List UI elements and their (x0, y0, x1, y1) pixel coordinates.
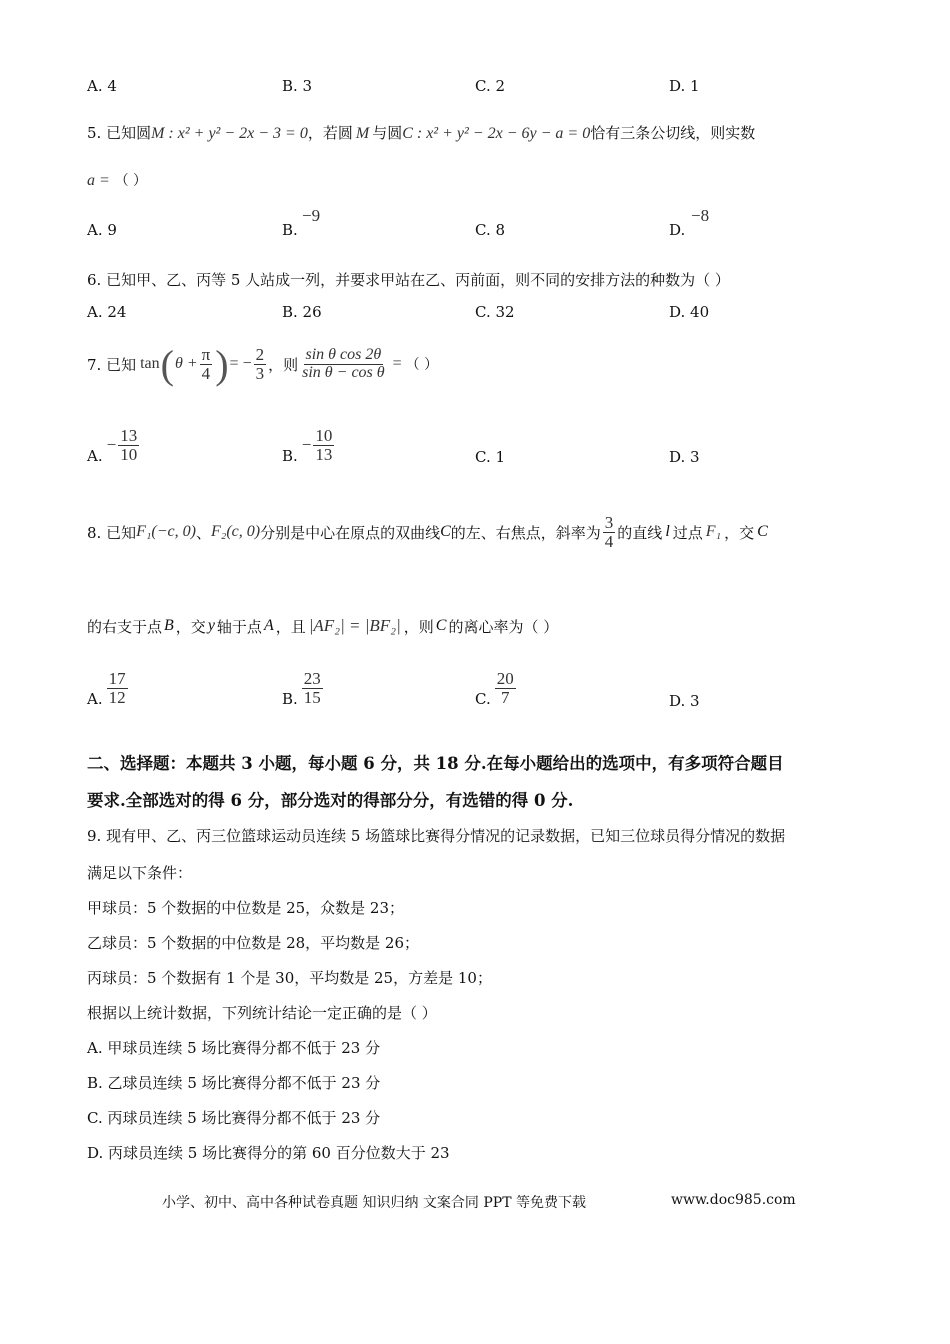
q4-option-d: D. 1 (669, 77, 700, 95)
q7-option-a: A. − $\frac{13}{10}$ (87, 425, 138, 465)
q9-option-b: B. 乙球员连续 5 场比赛得分都不低于 23 分 (87, 1074, 381, 1092)
q7-option-b: B. − $\frac{10}{13}$ (282, 425, 333, 465)
q5-a-equals: a = (87, 172, 110, 189)
q5-line1 (87, 122, 755, 143)
q7-prefix: 7. 已知 (87, 355, 137, 374)
q5-option-d-value: −8 (691, 206, 710, 225)
q8-b-symbol: B (164, 617, 174, 634)
q8-f1: F₁(−c, 0) (136, 523, 196, 540)
q9-option-d: D. 丙球员连续 5 场比赛得分的第 60 百分位数大于 23 (87, 1144, 450, 1162)
q8-abs-equation: |AF₂| = |BF₂| (308, 616, 401, 635)
q7-line: 7. 已知 tan ( θ + $\frac{\pi}{4}$ ) = − $\frac{2}{3}$ ，则 $\frac{\text{sin θ cos 2θ}}{\text{sin θ − cos θ}}$ = （ ） (87, 341, 439, 387)
q8-text1: 分别是中心在原点的双曲线 (260, 523, 441, 542)
q8-text2: 的左、右焦点，斜率为 (450, 523, 601, 542)
q8-f1-point: F₁ (705, 523, 722, 540)
q8-option-a: A. $\frac{17}{12}$ (87, 668, 126, 708)
q7-tan: tan (140, 355, 160, 372)
q5-circle-c: C : x² + y² − 2x − 6y − a = 0 (402, 125, 591, 142)
q5-prefix: 5. 已知圆 (87, 124, 152, 142)
q9-condition-3: 丙球员：5 个数据有 1 个是 30，平均数是 25，方差是 10； (87, 969, 492, 987)
q5-paren: （ ） (114, 173, 148, 189)
q8-c-symbol-2: C (757, 523, 768, 540)
q9-option-c: C. 丙球员连续 5 场比赛得分都不低于 23 分 (87, 1109, 381, 1127)
footer-text: 小学、初中、高中各种试卷真题 知识归纳 文案合同 PPT 等免费下载 (162, 1195, 586, 1211)
q8-text4: 过点 (672, 523, 703, 542)
q6-text: 6. 已知甲、乙、丙等 5 人站成一列，并要求甲站在乙、丙前面，则不同的安排方法的种数为（ ） (87, 271, 730, 289)
q8-y-symbol: y (207, 617, 215, 634)
q5-option-c: C. 8 (475, 221, 506, 239)
q7-two-thirds: $\frac{2}{3}$ (255, 344, 265, 383)
q7-eq-minus: = − (229, 355, 252, 372)
q7-pi-over-4: $\frac{\pi}{4}$ (201, 344, 211, 383)
q8-line1 (87, 505, 768, 559)
q8-text3: 的直线 (617, 523, 663, 542)
q8-line2f: 的离心率为（ ） (448, 617, 559, 636)
q8-option-c: C. $\frac{20}{7}$ (475, 668, 514, 708)
q5-mid2: 与圆 (372, 124, 403, 142)
q8-c-symbol: C (440, 523, 451, 540)
q7-option-d: D. 3 (669, 448, 700, 466)
q6-option-c: C. 32 (475, 303, 515, 321)
q8-line2d: ，且 (275, 617, 306, 636)
q8-line2e: ，则 (403, 617, 434, 636)
section-2-line1: 二、选择题：本题共 3 小题，每小题 6 分，共 18 分.在每小题给出的选项中，有多项符合题目 (87, 754, 784, 773)
q9-condition-1: 甲球员：5 个数据的中位数是 25，众数是 23； (87, 899, 405, 917)
q9-line2: 满足以下条件： (87, 864, 193, 882)
q8-a-symbol: A (263, 617, 274, 634)
q7-eq: = (392, 355, 402, 372)
q8-line2a: 的右支于点 (87, 617, 163, 636)
q5-mid1: ，若圆 (307, 124, 353, 142)
q7-expression: $\frac{\text{sin θ cos 2θ}}{\text{sin θ − cos θ}}$ (302, 345, 385, 381)
q8-prefix: 8. 已知 (87, 523, 137, 542)
section-2-line2: 要求.全部选对的得 6 分，部分选对的得部分分，有选错的得 0 分. (87, 791, 574, 810)
q8-text5: ，交 (724, 523, 755, 542)
q6-option-b: B. 26 (282, 303, 322, 321)
q8-option-b: B. $\frac{23}{15}$ (282, 668, 321, 708)
q9-condition-2: 乙球员：5 个数据的中位数是 28，平均数是 26； (87, 934, 420, 952)
q8-c-symbol-3: C (435, 617, 447, 634)
q9-line1: 9. 现有甲、乙、丙三位篮球运动员连续 5 场篮球比赛得分情况的记录数据，已知三位球员得分情况的数据 (87, 827, 786, 845)
q8-option-d: D. 3 (669, 692, 700, 710)
q9-option-a: A. 甲球员连续 5 场比赛得分都不低于 23 分 (87, 1039, 381, 1057)
q5-circle-m: M : x² + y² − 2x − 3 = 0 (151, 125, 308, 142)
q5-option-b-value: −9 (302, 206, 321, 225)
q6-option-d: D. 40 (669, 303, 710, 321)
q8-line2c: 轴于点 (216, 617, 262, 636)
q9-ask: 根据以上统计数据，下列统计结论一定正确的是（ ） (87, 1004, 437, 1022)
q8-slope: $\frac{3}{4}$ (604, 512, 614, 551)
q5-line2 (87, 170, 147, 190)
q8-line2b: ，交 (175, 617, 206, 636)
q7-paren: （ ） (405, 357, 439, 373)
q8-f2: F₂(c, 0) (211, 523, 261, 540)
q7-theta-plus: θ + (174, 355, 198, 372)
q4-option-a: A. 4 (87, 77, 117, 95)
q5-suffix: 恰有三条公切线，则实数 (590, 124, 756, 142)
q5-m-symbol: M (355, 125, 370, 142)
q7-mid: ，则 (268, 355, 299, 374)
q5-option-a: A. 9 (87, 221, 117, 239)
q8-sep: 、 (195, 523, 211, 542)
q5-option-d: D. (669, 221, 686, 239)
q8-l-symbol: l (665, 523, 670, 540)
q5-option-b: B. (282, 221, 298, 239)
footer-url[interactable]: www.doc985.com (671, 1192, 796, 1208)
q7-option-c: C. 1 (475, 448, 506, 466)
q8-line2 (87, 608, 558, 644)
q4-option-b: B. 3 (282, 77, 313, 95)
q4-option-c: C. 2 (475, 77, 506, 95)
q6-option-a: A. 24 (87, 303, 127, 321)
